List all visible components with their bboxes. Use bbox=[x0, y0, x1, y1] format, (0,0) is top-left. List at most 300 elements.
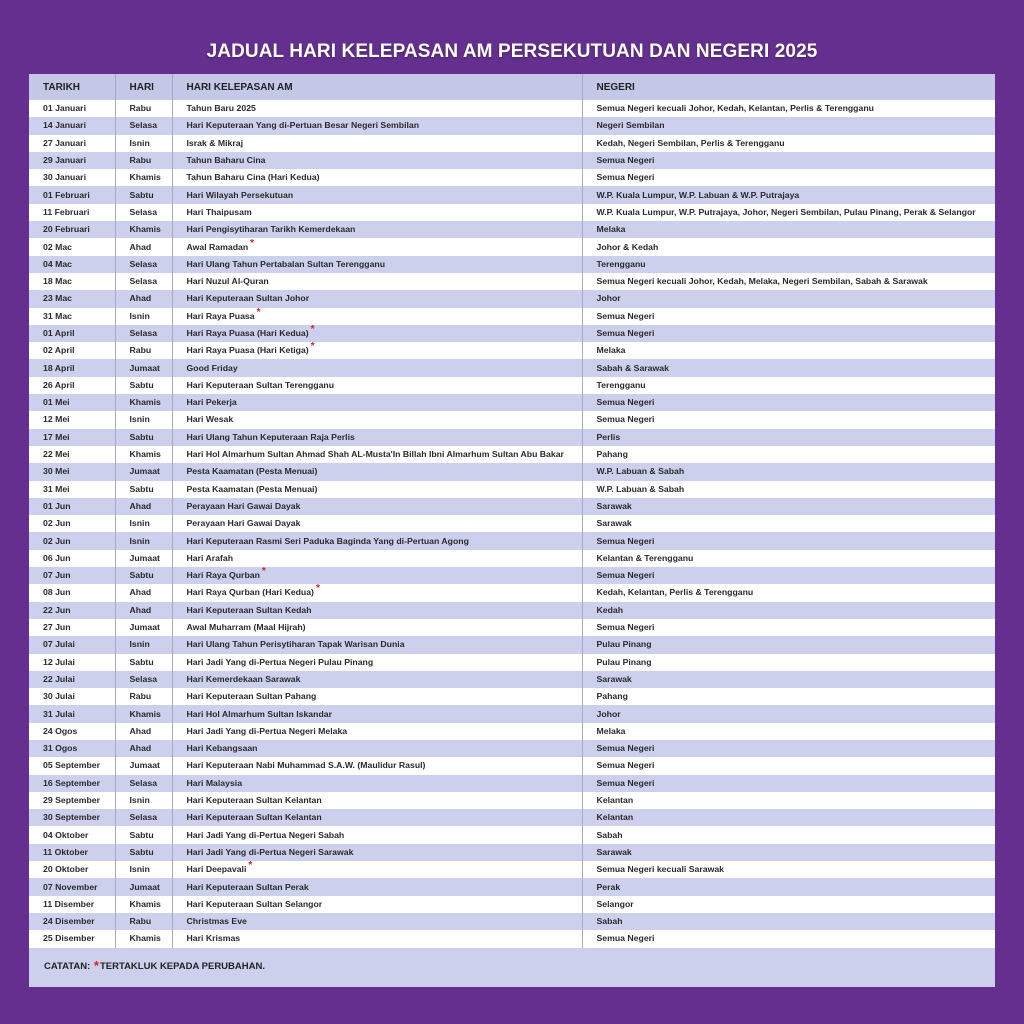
cell-date-text: 08 Jun bbox=[43, 587, 71, 598]
cell-holiday-name bbox=[172, 204, 582, 221]
cell-holiday-name bbox=[172, 342, 582, 359]
cell-date bbox=[29, 654, 115, 671]
cell-state bbox=[582, 481, 995, 498]
cell-holiday-name bbox=[172, 775, 582, 792]
table-row bbox=[29, 515, 995, 532]
table-row bbox=[29, 117, 995, 134]
cell-state bbox=[582, 878, 995, 895]
cell-day bbox=[115, 515, 172, 532]
cell-date-text: 23 Mac bbox=[43, 293, 72, 304]
cell-state-text: Kedah, Negeri Sembilan, Perlis & Terengganu bbox=[596, 137, 785, 148]
table-row bbox=[29, 740, 995, 757]
cell-date-text: 02 Jun bbox=[43, 535, 71, 546]
cell-holiday-name bbox=[172, 602, 582, 619]
cell-date bbox=[29, 256, 115, 273]
cell-day bbox=[115, 186, 172, 203]
cell-date bbox=[29, 204, 115, 221]
table-row bbox=[29, 273, 995, 290]
cell-holiday-name bbox=[172, 446, 582, 463]
cell-holiday-name-text: Hari Raya Puasa (Hari Ketiga) bbox=[186, 345, 309, 356]
cell-day-text: Selasa bbox=[129, 328, 158, 338]
cell-state bbox=[582, 135, 995, 152]
cell-date-text: 24 Disember bbox=[43, 916, 95, 927]
table-row bbox=[29, 463, 995, 480]
cell-day-text: Isnin bbox=[129, 310, 150, 321]
cell-holiday-name bbox=[172, 671, 582, 688]
cell-holiday-name-text: Hari Nuzul Al-Quran bbox=[186, 276, 269, 287]
cell-state bbox=[582, 446, 995, 463]
cell-state bbox=[582, 515, 995, 532]
cell-state bbox=[582, 809, 995, 826]
cell-holiday-name bbox=[172, 429, 582, 446]
table-row bbox=[29, 671, 995, 688]
cell-state-text: Sarawak bbox=[596, 846, 632, 857]
cell-day bbox=[115, 792, 172, 809]
cell-state-text: Sabah bbox=[596, 916, 623, 927]
table-row bbox=[29, 342, 995, 359]
cell-holiday-name-text: Hari Kemerdekaan Sarawak bbox=[186, 673, 301, 684]
cell-holiday-name-text: Hari Jadi Yang di-Pertua Negeri Melaka bbox=[186, 725, 348, 736]
cell-holiday-name-text: Awal Muharram (Maal Hijrah) bbox=[186, 622, 306, 633]
cell-holiday-name-text: Hari Hol Almarhum Sultan Ahmad Shah AL-Musta'In Billah Ibni Almarhum Sultan Abu Bakar bbox=[186, 449, 564, 460]
table-row bbox=[29, 446, 995, 463]
cell-holiday-name bbox=[172, 878, 582, 895]
cell-day bbox=[115, 636, 172, 653]
cell-date bbox=[29, 515, 115, 532]
cell-date-text: 02 Mac bbox=[43, 241, 72, 252]
cell-state-text: Kelantan bbox=[596, 812, 634, 823]
cell-day-text: Selasa bbox=[129, 673, 158, 684]
cell-day-text: Khamis bbox=[129, 449, 161, 460]
cell-day-text: Jumaat bbox=[129, 362, 160, 373]
cell-state bbox=[582, 169, 995, 186]
cell-date-text: 01 April bbox=[43, 328, 75, 338]
cell-date bbox=[29, 377, 115, 394]
table-row bbox=[29, 481, 995, 498]
cell-holiday-name bbox=[172, 636, 582, 653]
cell-holiday-name-text: Hari Arafah bbox=[186, 552, 234, 563]
cell-date bbox=[29, 481, 115, 498]
cell-holiday-name-text: Hari Keputeraan Yang di-Pertuan Besar Negeri Sembilan bbox=[186, 120, 420, 131]
cell-holiday-name-text: Tahun Baru 2025 bbox=[186, 103, 256, 114]
cell-day bbox=[115, 740, 172, 757]
cell-day-text: Jumaat bbox=[129, 622, 160, 633]
cell-state bbox=[582, 584, 995, 601]
cell-date bbox=[29, 100, 115, 117]
table-row bbox=[29, 256, 995, 273]
cell-day bbox=[115, 394, 172, 411]
cell-day bbox=[115, 602, 172, 619]
header-day: HARI bbox=[115, 74, 172, 100]
cell-date-text: 26 April bbox=[43, 379, 75, 390]
cell-day bbox=[115, 135, 172, 152]
cell-state bbox=[582, 792, 995, 809]
cell-day-text: Isnin bbox=[129, 864, 150, 875]
cell-day bbox=[115, 377, 172, 394]
cell-day bbox=[115, 204, 172, 221]
cell-date bbox=[29, 446, 115, 463]
cell-date bbox=[29, 152, 115, 169]
table-row bbox=[29, 688, 995, 705]
cell-day-text: Sabtu bbox=[129, 829, 154, 840]
cell-state-text: Semua Negeri bbox=[596, 622, 655, 633]
cell-state bbox=[582, 567, 995, 584]
cell-holiday-name bbox=[172, 394, 582, 411]
cell-date-text: 20 Oktober bbox=[43, 864, 89, 875]
cell-holiday-name-text: Hari Deepavali bbox=[186, 864, 247, 875]
cell-day bbox=[115, 705, 172, 722]
asterisk-icon: * bbox=[261, 567, 266, 578]
cell-day-text: Selasa bbox=[129, 777, 158, 788]
cell-day-text: Ahad bbox=[129, 725, 152, 736]
asterisk-icon: * bbox=[248, 861, 253, 872]
cell-holiday-name-text: Hari Jadi Yang di-Pertua Negeri Pulau Pinang bbox=[186, 656, 374, 667]
table-row bbox=[29, 775, 995, 792]
cell-date-text: 11 Februari bbox=[43, 206, 90, 217]
cell-state-text: Johor bbox=[596, 708, 621, 719]
cell-holiday-name bbox=[172, 221, 582, 238]
cell-day bbox=[115, 429, 172, 446]
cell-date bbox=[29, 238, 115, 255]
cell-holiday-name bbox=[172, 359, 582, 376]
table-row bbox=[29, 498, 995, 515]
cell-holiday-name-text: Hari Ulang Tahun Perisytiharan Tapak Warisan Dunia bbox=[186, 639, 405, 650]
cell-date-text: 22 Mei bbox=[43, 449, 70, 460]
cell-holiday-name bbox=[172, 152, 582, 169]
cell-date bbox=[29, 671, 115, 688]
cell-date-text: 22 Julai bbox=[43, 673, 75, 684]
cell-date-text: 31 Mei bbox=[43, 483, 70, 494]
cell-state bbox=[582, 377, 995, 394]
cell-state bbox=[582, 602, 995, 619]
cell-holiday-name-text: Good Friday bbox=[186, 362, 238, 373]
cell-date-text: 30 Mei bbox=[43, 466, 70, 477]
cell-day-text: Khamis bbox=[129, 224, 161, 235]
cell-date-text: 07 November bbox=[43, 881, 98, 892]
cell-date bbox=[29, 429, 115, 446]
cell-date bbox=[29, 826, 115, 843]
table-row bbox=[29, 532, 995, 549]
cell-day bbox=[115, 325, 172, 342]
cell-holiday-name-text: Hari Keputeraan Sultan Pahang bbox=[186, 691, 317, 702]
cell-date-text: 24 Ogos bbox=[43, 725, 78, 736]
cell-day-text: Jumaat bbox=[129, 466, 160, 477]
cell-holiday-name bbox=[172, 740, 582, 757]
cell-state-text: Pahang bbox=[596, 691, 628, 702]
cell-state-text: Semua Negeri kecuali Johor, Kedah, Melaka, Negeri Sembilan, Sabah & Sarawak bbox=[596, 276, 928, 287]
cell-state-text: Pulau Pinang bbox=[596, 656, 652, 667]
cell-holiday-name-text: Hari Wesak bbox=[186, 414, 234, 425]
cell-holiday-name bbox=[172, 619, 582, 636]
cell-state-text: Terengganu bbox=[596, 258, 646, 269]
table-row bbox=[29, 878, 995, 895]
cell-day bbox=[115, 290, 172, 307]
cell-holiday-name bbox=[172, 584, 582, 601]
cell-state bbox=[582, 290, 995, 307]
cell-state bbox=[582, 411, 995, 428]
cell-holiday-name-text: Perayaan Hari Gawai Dayak bbox=[186, 500, 301, 511]
cell-holiday-name-text: Hari Keputeraan Sultan Terengganu bbox=[186, 379, 335, 390]
table-row bbox=[29, 238, 995, 255]
cell-holiday-name bbox=[172, 567, 582, 584]
table-row bbox=[29, 359, 995, 376]
cell-state-text: Kedah, Kelantan, Perlis & Terengganu bbox=[596, 587, 754, 598]
cell-holiday-name bbox=[172, 913, 582, 930]
cell-holiday-name bbox=[172, 792, 582, 809]
cell-holiday-name-text: Hari Pekerja bbox=[186, 397, 237, 408]
cell-state-text: Johor bbox=[596, 293, 621, 304]
cell-state-text: W.P. Kuala Lumpur, W.P. Putrajaya, Johor, Negeri Sembilan, Pulau Pinang, Perak & Selangor bbox=[596, 206, 976, 217]
cell-state bbox=[582, 342, 995, 359]
cell-state-text: Pulau Pinang bbox=[596, 639, 652, 650]
cell-holiday-name bbox=[172, 723, 582, 740]
cell-day-text: Khamis bbox=[129, 397, 161, 408]
cell-day-text: Ahad bbox=[129, 587, 152, 598]
cell-date-text: 25 Disember bbox=[43, 933, 95, 944]
cell-day bbox=[115, 654, 172, 671]
cell-day-text: Ahad bbox=[129, 293, 152, 304]
cell-state-text: Melaka bbox=[596, 725, 626, 736]
cell-day bbox=[115, 861, 172, 878]
cell-date-text: 04 Mac bbox=[43, 258, 72, 269]
cell-state-text: Semua Negeri bbox=[596, 172, 655, 183]
cell-day-text: Selasa bbox=[129, 812, 158, 823]
cell-state-text: Negeri Sembilan bbox=[596, 120, 665, 131]
cell-day bbox=[115, 411, 172, 428]
cell-day-text: Rabu bbox=[129, 916, 152, 927]
cell-state bbox=[582, 256, 995, 273]
cell-state-text: Semua Negeri bbox=[596, 310, 655, 321]
cell-state-text: Sarawak bbox=[596, 673, 632, 684]
cell-state-text: Sarawak bbox=[596, 518, 632, 529]
table-row bbox=[29, 654, 995, 671]
cell-state bbox=[582, 308, 995, 325]
cell-date bbox=[29, 221, 115, 238]
cell-day bbox=[115, 152, 172, 169]
cell-state bbox=[582, 723, 995, 740]
cell-holiday-name bbox=[172, 861, 582, 878]
cell-day-text: Sabtu bbox=[129, 846, 154, 857]
table-row bbox=[29, 913, 995, 930]
cell-date bbox=[29, 308, 115, 325]
footnote-label: CATATAN: bbox=[44, 961, 91, 972]
cell-day-text: Sabtu bbox=[129, 656, 154, 667]
asterisk-icon: * bbox=[315, 584, 320, 595]
cell-day bbox=[115, 532, 172, 549]
cell-holiday-name-text: Christmas Eve bbox=[186, 916, 247, 927]
cell-state-text: Semua Negeri bbox=[596, 743, 655, 754]
cell-day bbox=[115, 757, 172, 774]
cell-date bbox=[29, 896, 115, 913]
cell-holiday-name-text: Pesta Kaamatan (Pesta Menuai) bbox=[186, 483, 318, 494]
cell-date-text: 01 Januari bbox=[43, 103, 86, 114]
cell-holiday-name bbox=[172, 498, 582, 515]
cell-state-text: Semua Negeri kecuali Johor, Kedah, Kelantan, Perlis & Terengganu bbox=[596, 103, 874, 114]
cell-holiday-name bbox=[172, 688, 582, 705]
cell-state bbox=[582, 152, 995, 169]
cell-state-text: Terengganu bbox=[596, 379, 646, 390]
cell-state bbox=[582, 186, 995, 203]
cell-date bbox=[29, 723, 115, 740]
cell-holiday-name-text: Hari Keputeraan Sultan Perak bbox=[186, 881, 309, 892]
holiday-table-panel bbox=[29, 74, 995, 987]
cell-date bbox=[29, 117, 115, 134]
cell-holiday-name bbox=[172, 532, 582, 549]
cell-state bbox=[582, 913, 995, 930]
table-row bbox=[29, 394, 995, 411]
cell-holiday-name bbox=[172, 169, 582, 186]
cell-date bbox=[29, 913, 115, 930]
cell-date-text: 11 Disember bbox=[43, 898, 95, 909]
cell-state bbox=[582, 740, 995, 757]
cell-state bbox=[582, 394, 995, 411]
cell-state bbox=[582, 654, 995, 671]
cell-day-text: Khamis bbox=[129, 933, 161, 944]
table-row bbox=[29, 308, 995, 325]
cell-holiday-name bbox=[172, 515, 582, 532]
cell-day-text: Ahad bbox=[129, 604, 152, 615]
cell-day-text: Sabtu bbox=[129, 379, 154, 390]
cell-state bbox=[582, 844, 995, 861]
header-date: TARIKH bbox=[29, 74, 115, 100]
cell-state-text: Melaka bbox=[596, 224, 626, 235]
cell-date bbox=[29, 740, 115, 757]
cell-date-text: 01 Mei bbox=[43, 397, 70, 408]
cell-date bbox=[29, 878, 115, 895]
cell-date bbox=[29, 290, 115, 307]
cell-state bbox=[582, 429, 995, 446]
cell-day bbox=[115, 550, 172, 567]
table-row bbox=[29, 221, 995, 238]
cell-day-text: Rabu bbox=[129, 691, 152, 702]
cell-state bbox=[582, 238, 995, 255]
cell-date-text: 18 April bbox=[43, 362, 75, 373]
cell-day-text: Sabtu bbox=[129, 431, 154, 442]
header-state: NEGERI bbox=[582, 74, 995, 100]
cell-holiday-name bbox=[172, 186, 582, 203]
cell-day-text: Sabtu bbox=[129, 483, 154, 494]
cell-state-text: Semua Negeri kecuali Sarawak bbox=[596, 864, 724, 875]
cell-state-text: Selangor bbox=[596, 898, 634, 909]
cell-state-text: Sabah & Sarawak bbox=[596, 362, 669, 373]
cell-date-text: 11 Oktober bbox=[43, 846, 88, 857]
cell-state-text: Perak bbox=[596, 881, 621, 892]
table-header-row bbox=[29, 74, 995, 100]
cell-state bbox=[582, 204, 995, 221]
cell-state-text: Semua Negeri bbox=[596, 155, 655, 166]
cell-state bbox=[582, 325, 995, 342]
cell-date bbox=[29, 550, 115, 567]
cell-day-text: Ahad bbox=[129, 500, 152, 511]
cell-day-text: Ahad bbox=[129, 241, 152, 252]
cell-date bbox=[29, 584, 115, 601]
cell-holiday-name bbox=[172, 826, 582, 843]
cell-state-text: Melaka bbox=[596, 345, 626, 356]
table-row bbox=[29, 896, 995, 913]
cell-state bbox=[582, 550, 995, 567]
cell-date bbox=[29, 602, 115, 619]
cell-holiday-name-text: Hari Keputeraan Nabi Muhammad S.A.W. (Maulidur Rasul) bbox=[186, 760, 426, 771]
cell-state bbox=[582, 117, 995, 134]
cell-date bbox=[29, 394, 115, 411]
cell-holiday-name-text: Hari Keputeraan Rasmi Seri Paduka Baginda Yang di-Pertuan Agong bbox=[186, 535, 469, 546]
cell-holiday-name bbox=[172, 273, 582, 290]
table-row bbox=[29, 429, 995, 446]
asterisk-icon: * bbox=[310, 324, 315, 335]
cell-holiday-name bbox=[172, 844, 582, 861]
cell-day-text: Selasa bbox=[129, 206, 158, 217]
cell-day-text: Khamis bbox=[129, 708, 161, 719]
cell-state bbox=[582, 273, 995, 290]
footnote bbox=[44, 958, 265, 973]
table-row bbox=[29, 757, 995, 774]
cell-date-text: 14 Januari bbox=[43, 120, 86, 131]
cell-date-text: 12 Mei bbox=[43, 414, 70, 425]
cell-holiday-name-text: Israk & Mikraj bbox=[186, 137, 243, 148]
asterisk-icon: * bbox=[250, 238, 255, 249]
cell-date bbox=[29, 567, 115, 584]
cell-day bbox=[115, 359, 172, 376]
cell-holiday-name-text: Hari Malaysia bbox=[186, 777, 243, 788]
cell-date bbox=[29, 325, 115, 342]
cell-day bbox=[115, 896, 172, 913]
cell-date-text: 20 Februari bbox=[43, 224, 90, 235]
cell-state bbox=[582, 705, 995, 722]
cell-date-text: 31 Ogos bbox=[43, 743, 78, 754]
cell-date-text: 29 Januari bbox=[43, 155, 86, 166]
cell-day bbox=[115, 221, 172, 238]
cell-state-text: Semua Negeri bbox=[596, 760, 655, 771]
cell-day bbox=[115, 584, 172, 601]
table-row bbox=[29, 152, 995, 169]
table-row bbox=[29, 186, 995, 203]
cell-state-text: Semua Negeri bbox=[596, 328, 655, 338]
cell-holiday-name-text: Hari Pengisytiharan Tarikh Kemerdekaan bbox=[186, 224, 356, 235]
holiday-rows bbox=[29, 100, 995, 948]
cell-day bbox=[115, 273, 172, 290]
cell-state bbox=[582, 757, 995, 774]
cell-date bbox=[29, 186, 115, 203]
cell-state bbox=[582, 896, 995, 913]
table-row bbox=[29, 861, 995, 878]
cell-date-text: 22 Jun bbox=[43, 604, 71, 615]
cell-day bbox=[115, 238, 172, 255]
cell-state bbox=[582, 463, 995, 480]
cell-date bbox=[29, 775, 115, 792]
cell-date bbox=[29, 135, 115, 152]
table-row bbox=[29, 930, 995, 947]
cell-day bbox=[115, 688, 172, 705]
cell-holiday-name bbox=[172, 308, 582, 325]
cell-day bbox=[115, 169, 172, 186]
cell-holiday-name-text: Hari Keputeraan Sultan Kedah bbox=[186, 604, 312, 615]
cell-state-text: Sabah bbox=[596, 829, 623, 840]
cell-holiday-name-text: Perayaan Hari Gawai Dayak bbox=[186, 518, 301, 529]
cell-holiday-name bbox=[172, 290, 582, 307]
cell-state bbox=[582, 100, 995, 117]
cell-date-text: 01 Februari bbox=[43, 189, 90, 200]
cell-holiday-name bbox=[172, 117, 582, 134]
cell-state-text: Perlis bbox=[596, 431, 621, 442]
cell-holiday-name bbox=[172, 809, 582, 826]
cell-holiday-name bbox=[172, 238, 582, 255]
cell-holiday-name-text: Awal Ramadan bbox=[186, 241, 249, 252]
table-row bbox=[29, 567, 995, 584]
cell-holiday-name bbox=[172, 377, 582, 394]
cell-day bbox=[115, 100, 172, 117]
cell-date-text: 18 Mac bbox=[43, 276, 72, 287]
cell-holiday-name bbox=[172, 705, 582, 722]
